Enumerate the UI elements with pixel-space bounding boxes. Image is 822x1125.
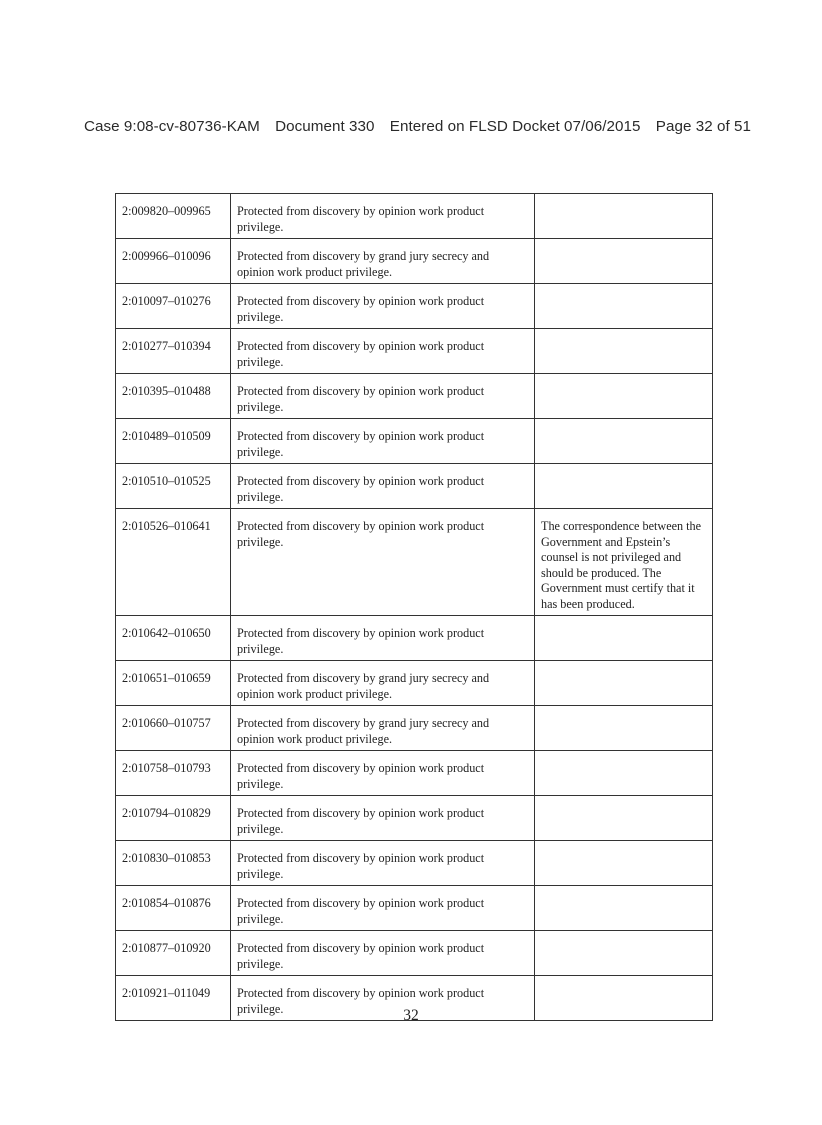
bates-range-cell: 2:010877–010920 bbox=[116, 931, 231, 976]
court-ruling-cell bbox=[535, 374, 713, 419]
docket-entry: Entered on FLSD Docket 07/06/2015 bbox=[389, 118, 641, 135]
court-ruling-cell bbox=[535, 841, 713, 886]
privilege-basis-cell: Protected from discovery by opinion work product privilege. bbox=[231, 464, 535, 509]
privilege-basis-cell: Protected from discovery by opinion work product privilege. bbox=[231, 841, 535, 886]
privilege-basis-cell: Protected from discovery by grand jury secrecy and opinion work product privilege. bbox=[231, 661, 535, 706]
privilege-basis-cell: Protected from discovery by opinion work product privilege. bbox=[231, 329, 535, 374]
table-row bbox=[116, 464, 713, 509]
bates-range-cell: 2:010921–011049 bbox=[116, 976, 231, 1021]
bates-range-cell: 2:010651–010659 bbox=[116, 661, 231, 706]
privilege-basis-cell: Protected from discovery by opinion work product privilege. bbox=[231, 931, 535, 976]
privilege-basis-cell: Protected from discovery by opinion work product privilege. bbox=[231, 976, 535, 1021]
table-row bbox=[116, 661, 713, 706]
court-ruling-cell bbox=[535, 194, 713, 239]
table-row bbox=[116, 706, 713, 751]
bates-range-cell: 2:010854–010876 bbox=[116, 886, 231, 931]
case-number: Case 9:08-cv-80736-KAM bbox=[84, 118, 260, 135]
court-ruling-cell bbox=[535, 329, 713, 374]
bates-range-cell: 2:009820–009965 bbox=[116, 194, 231, 239]
court-ruling-cell bbox=[535, 464, 713, 509]
document-number: Document 330 bbox=[275, 118, 375, 135]
table-row bbox=[116, 841, 713, 886]
court-ruling-cell bbox=[535, 706, 713, 751]
table-row bbox=[116, 616, 713, 661]
page-count: Page 32 of 51 bbox=[655, 118, 752, 135]
privilege-basis-cell: Protected from discovery by opinion work product privilege. bbox=[231, 616, 535, 661]
privilege-basis-cell: Protected from discovery by grand jury secrecy and opinion work product privilege. bbox=[231, 239, 535, 284]
court-ruling-cell bbox=[535, 886, 713, 931]
court-ruling-cell bbox=[535, 239, 713, 284]
privilege-basis-cell: Protected from discovery by opinion work product privilege. bbox=[231, 796, 535, 841]
bates-range-cell: 2:010758–010793 bbox=[116, 751, 231, 796]
privilege-basis-cell: Protected from discovery by opinion work product privilege. bbox=[231, 419, 535, 464]
privilege-basis-cell: Protected from discovery by opinion work product privilege. bbox=[231, 751, 535, 796]
table-row bbox=[116, 886, 713, 931]
bates-range-cell: 2:010794–010829 bbox=[116, 796, 231, 841]
table-row bbox=[116, 329, 713, 374]
court-ruling-cell bbox=[535, 661, 713, 706]
table-row bbox=[116, 284, 713, 329]
privilege-basis-cell: Protected from discovery by opinion work product privilege. bbox=[231, 374, 535, 419]
table-row bbox=[116, 796, 713, 841]
table-row bbox=[116, 931, 713, 976]
court-ruling-cell bbox=[535, 751, 713, 796]
privilege-basis-cell: Protected from discovery by opinion work product privilege. bbox=[231, 886, 535, 931]
court-ruling-cell bbox=[535, 931, 713, 976]
table-row bbox=[116, 374, 713, 419]
bates-range-cell: 2:009966–010096 bbox=[116, 239, 231, 284]
court-ruling-cell bbox=[535, 616, 713, 661]
bates-range-cell: 2:010526–010641 bbox=[116, 509, 231, 616]
table-row bbox=[116, 194, 713, 239]
bates-range-cell: 2:010642–010650 bbox=[116, 616, 231, 661]
privilege-basis-cell: Protected from discovery by grand jury secrecy and opinion work product privilege. bbox=[231, 706, 535, 751]
bates-range-cell: 2:010277–010394 bbox=[116, 329, 231, 374]
bates-range-cell: 2:010097–010276 bbox=[116, 284, 231, 329]
page-number: 32 bbox=[403, 1007, 419, 1024]
privilege-log-body bbox=[116, 194, 713, 1021]
docket-header bbox=[84, 118, 751, 135]
privilege-basis-cell: Protected from discovery by opinion work product privilege. bbox=[231, 509, 535, 616]
bates-range-cell: 2:010830–010853 bbox=[116, 841, 231, 886]
bates-range-cell: 2:010489–010509 bbox=[116, 419, 231, 464]
table-row bbox=[116, 509, 713, 616]
table-row bbox=[116, 419, 713, 464]
court-ruling-cell: The correspondence between the Government and Epstein’s counsel is not privileged and should be produced. The Government must certify that it has been produced. bbox=[535, 509, 713, 616]
bates-range-cell: 2:010660–010757 bbox=[116, 706, 231, 751]
privilege-basis-cell: Protected from discovery by opinion work product privilege. bbox=[231, 194, 535, 239]
table-row bbox=[116, 239, 713, 284]
court-ruling-cell bbox=[535, 796, 713, 841]
court-ruling-cell bbox=[535, 419, 713, 464]
court-ruling-cell bbox=[535, 284, 713, 329]
bates-range-cell: 2:010395–010488 bbox=[116, 374, 231, 419]
bates-range-cell: 2:010510–010525 bbox=[116, 464, 231, 509]
privilege-basis-cell: Protected from discovery by opinion work product privilege. bbox=[231, 284, 535, 329]
privilege-log-table bbox=[115, 193, 713, 1021]
table-row bbox=[116, 751, 713, 796]
